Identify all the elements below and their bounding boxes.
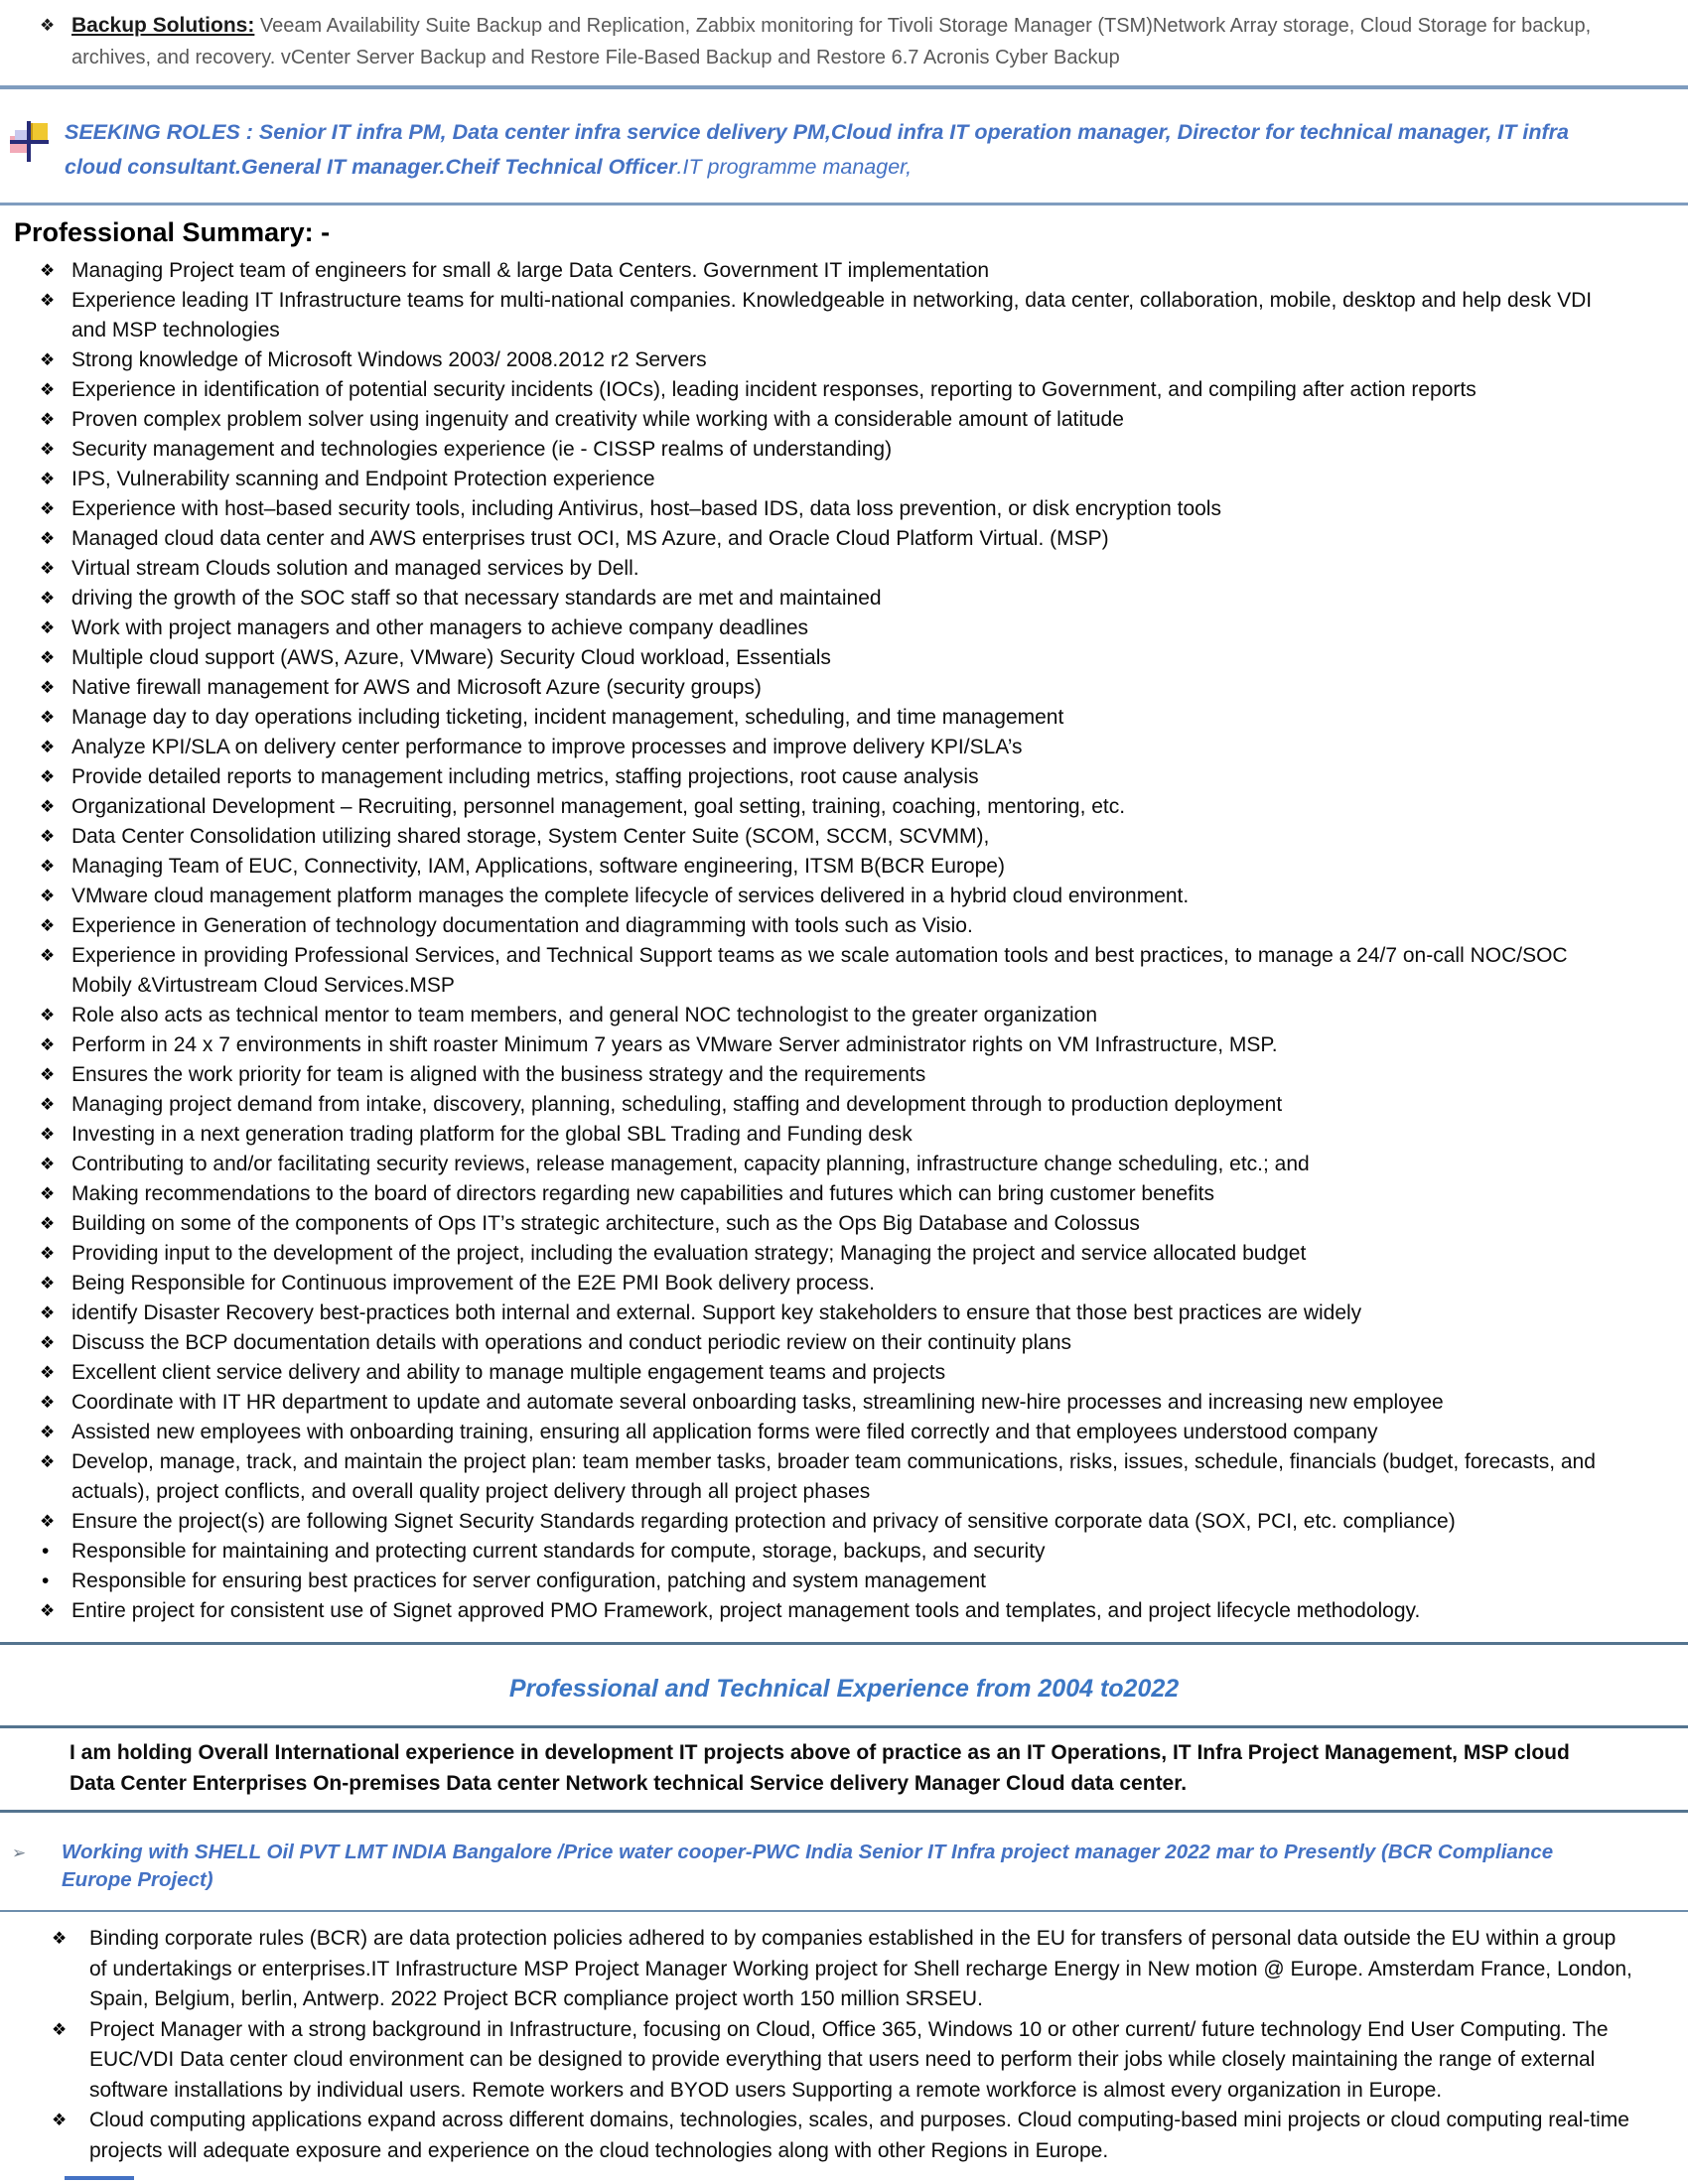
arrow-bullet-icon: ➢ bbox=[12, 1843, 27, 1862]
diamond-bullet-icon: ❖ bbox=[40, 16, 56, 35]
bullet-icon: ❖ bbox=[40, 350, 56, 369]
bullet-icon: ❖ bbox=[40, 529, 56, 548]
bullet-icon: ❖ bbox=[40, 1125, 56, 1144]
bullet-icon: ❖ bbox=[40, 1363, 56, 1382]
bullet-icon: ❖ bbox=[40, 470, 56, 488]
bullet-text: Role also acts as technical mentor to team members, and general NOC technologist to the greater organization bbox=[71, 1004, 1098, 1026]
bullet-text: Native firewall management for AWS and Microsoft Azure (security groups) bbox=[71, 676, 762, 699]
summary-bullet-item bbox=[0, 1358, 1628, 1388]
bullet-icon: ❖ bbox=[40, 1393, 56, 1412]
summary-bullet-item bbox=[0, 1120, 1628, 1150]
backup-solutions-label: Backup Solutions: bbox=[71, 14, 255, 37]
backup-solutions-item bbox=[40, 10, 1633, 73]
bullet-text: Entire project for consistent use of Signet approved PMO Framework, project management tools and templates, and project lifecycle methodology. bbox=[71, 1599, 1421, 1622]
bullet-icon: ❖ bbox=[40, 1303, 56, 1322]
bullet-icon: ❖ bbox=[40, 589, 56, 608]
bullet-text: Experience in providing Professional Services, and Technical Support teams as we scale automation tools and best practices, to manage a 24/7 on-call NOC/SOC Mobily &Virtustream Cloud Services.MSP bbox=[71, 944, 1568, 997]
summary-bullet-item bbox=[0, 1298, 1628, 1328]
bullet-text: identify Disaster Recovery best-practices both internal and external. Support key stakeholders to ensure that those best practices are widely bbox=[71, 1301, 1362, 1324]
bullet-icon: ❖ bbox=[40, 380, 56, 399]
bullet-icon: ❖ bbox=[40, 1512, 56, 1531]
summary-bullet-item bbox=[0, 1001, 1628, 1030]
seeking-roles-block bbox=[0, 115, 1618, 185]
bullet-text: Experience leading IT Infrastructure teams for multi-national companies. Knowledgeable in networking, data center, collaboration, mobile, desktop and help desk VDI and MSP technologies bbox=[71, 289, 1593, 341]
seeking-roles-icon bbox=[10, 121, 52, 163]
bullet-text: Binding corporate rules (BCR) are data protection policies adhered to by companies established in the EU for transfers of personal data outside the EU within a group of undertakings or enterprises.IT Infrastructure MSP Project Manager Working project for Shell recharge Energy in New motion @ Europe. Amsterdam France, London, Spain, Belgium, berlin, Antwerp. 2022 Project BCR compliance project worth 150 million SRSEU. bbox=[89, 1927, 1632, 2010]
bullet-text: Virtual stream Clouds solution and managed services by Dell. bbox=[71, 557, 639, 580]
bullet-text: Making recommendations to the board of directors regarding new capabilities and futures which can bring customer benefits bbox=[71, 1182, 1214, 1205]
bullet-icon: ❖ bbox=[40, 1065, 56, 1084]
summary-bullet-item bbox=[0, 1567, 1628, 1596]
bullet-icon: ❖ bbox=[40, 738, 56, 756]
bullet-text: Work with project managers and other managers to achieve company deadlines bbox=[71, 616, 809, 639]
summary-bullet-item bbox=[0, 762, 1628, 792]
bullet-icon: ❖ bbox=[40, 797, 56, 816]
experience-detail-list bbox=[0, 1924, 1633, 2166]
bullet-icon: ❖ bbox=[40, 1214, 56, 1233]
summary-bullet-item bbox=[0, 1239, 1628, 1269]
summary-bullet-item bbox=[0, 1179, 1628, 1209]
bullet-icon: ❖ bbox=[40, 1155, 56, 1173]
bullet-text: Responsible for ensuring best practices for server configuration, patching and system management bbox=[71, 1570, 986, 1592]
bullet-text: Discuss the BCP documentation details with operations and conduct periodic review on their continuity plans bbox=[71, 1331, 1072, 1354]
bullet-icon: ❖ bbox=[40, 291, 56, 310]
bullet-icon: ❖ bbox=[40, 916, 56, 935]
summary-bullet-item bbox=[0, 375, 1628, 405]
bullet-icon: ❖ bbox=[40, 440, 56, 459]
bullet-text: IPS, Vulnerability scanning and Endpoint Protection experience bbox=[71, 468, 655, 490]
summary-bullet-item bbox=[0, 1537, 1628, 1567]
current-role-text: Working with SHELL Oil PVT LMT INDIA Bangalore /Price water cooper-PWC India Senior IT Infra project manager 2022 mar to Presently (BCR Compliance Europe Project) bbox=[62, 1841, 1554, 1891]
summary-bullet-item bbox=[0, 1328, 1628, 1358]
bullet-text: Analyze KPI/SLA on delivery center performance to improve processes and improve delivery KPI/SLA’s bbox=[71, 736, 1023, 758]
summary-bullet-item bbox=[0, 1209, 1628, 1239]
summary-bullet-item bbox=[0, 554, 1628, 584]
horizontal-rule bbox=[0, 1910, 1688, 1912]
bullet-text: Perform in 24 x 7 environments in shift roaster Minimum 7 years as VMware Server administrator rights on VM Infrastructure, MSP. bbox=[71, 1033, 1278, 1056]
bullet-icon: ❖ bbox=[40, 648, 56, 667]
bullet-icon: ❖ bbox=[52, 2111, 68, 2129]
bullet-icon: ❖ bbox=[40, 1184, 56, 1203]
bullet-text: Coordinate with IT HR department to update and automate several onboarding tasks, streamlining new-hire processes and increasing new employee bbox=[71, 1391, 1444, 1414]
summary-bullet-item bbox=[0, 941, 1628, 1001]
bullet-icon: ❖ bbox=[40, 678, 56, 697]
bullet-text: Security management and technologies experience (ie - CISSP realms of understanding) bbox=[71, 438, 893, 461]
backup-solutions-text: Veeam Availability Suite Backup and Replication, Zabbix monitoring for Tivoli Storage Manager (TSM)Network Array storage, Cloud Storage for backup, archives, and recovery. vCenter Server Backup and Restore File-Based Backup and Restore 6.7 Acronis Cyber Backup bbox=[71, 15, 1592, 68]
bullet-icon: ❖ bbox=[40, 887, 56, 905]
bullet-text: Managing project demand from intake, discovery, planning, scheduling, staffing and development through to production deployment bbox=[71, 1093, 1283, 1116]
summary-bullet-item bbox=[0, 643, 1628, 673]
seeking-roles-regular-text: .IT programme manager, bbox=[676, 155, 913, 179]
bullet-icon: ❖ bbox=[40, 767, 56, 786]
bullet-icon: ❖ bbox=[40, 1423, 56, 1441]
bullet-text: Managed cloud data center and AWS enterprises trust OCI, MS Azure, and Oracle Cloud Platform Virtual. (MSP) bbox=[71, 527, 1109, 550]
bullet-text: Responsible for maintaining and protecting current standards for compute, storage, backups, and security bbox=[71, 1540, 1046, 1563]
summary-bullet-item bbox=[0, 703, 1628, 733]
bullet-text: Data Center Consolidation utilizing shared storage, System Center Suite (SCOM, SCCM, SCVMM), bbox=[71, 825, 990, 848]
bullet-icon: ❖ bbox=[40, 1244, 56, 1263]
summary-bullet-item bbox=[0, 524, 1628, 554]
summary-bullet-item bbox=[0, 1418, 1628, 1447]
partial-rule-fragment bbox=[65, 2176, 134, 2180]
bullet-icon: ❖ bbox=[40, 499, 56, 518]
horizontal-rule bbox=[0, 203, 1688, 205]
summary-bullet-item bbox=[0, 614, 1628, 643]
seeking-roles-bold-text: SEEKING ROLES : Senior IT infra PM, Data center infra service delivery PM,Cloud infra IT operation manager, Director for technical manager, IT infra cloud consultant.General IT manager.Cheif Technical Officer bbox=[65, 120, 1569, 179]
bullet-text: Ensure the project(s) are following Signet Security Standards regarding protection and privacy of sensitive corporate data (SOX, PCI, etc. compliance) bbox=[71, 1510, 1456, 1533]
horizontal-rule bbox=[0, 1642, 1688, 1645]
summary-bullet-item bbox=[0, 1596, 1628, 1626]
summary-bullet-item bbox=[0, 1030, 1628, 1060]
current-role-line bbox=[0, 1839, 1628, 1894]
summary-bullet-item bbox=[0, 435, 1628, 465]
bullet-icon: ❖ bbox=[40, 1601, 56, 1620]
summary-bullet-item bbox=[0, 1150, 1628, 1179]
summary-bullet-item bbox=[0, 465, 1628, 494]
bullet-text: Proven complex problem solver using ingenuity and creativity while working with a considerable amount of latitude bbox=[71, 408, 1124, 431]
bullet-icon: ❖ bbox=[40, 1095, 56, 1114]
experience-bullet-item bbox=[0, 2015, 1633, 2107]
summary-bullet-item bbox=[0, 1269, 1628, 1298]
summary-bullet-item bbox=[0, 405, 1628, 435]
bullet-text: Strong knowledge of Microsoft Windows 2003/ 2008.2012 r2 Servers bbox=[71, 348, 707, 371]
bullet-text: Multiple cloud support (AWS, Azure, VMware) Security Cloud workload, Essentials bbox=[71, 646, 831, 669]
experience-intro-paragraph: I am holding Overall International experience in development IT projects above of practice as an IT Operations, IT Infra Project Management, MSP cloud Data Center Enterprises On-premises Data center Network technical Service delivery Manager Cloud data center. bbox=[0, 1725, 1688, 1813]
summary-bullet-item bbox=[0, 733, 1628, 762]
experience-bullet-item bbox=[0, 2106, 1633, 2166]
bullet-icon: ❖ bbox=[40, 1006, 56, 1024]
bullet-icon: ❖ bbox=[40, 618, 56, 637]
summary-bullet-item bbox=[0, 1090, 1628, 1120]
bullet-text: Excellent client service delivery and ability to manage multiple engagement teams and projects bbox=[71, 1361, 946, 1384]
summary-bullet-item bbox=[0, 911, 1628, 941]
summary-bullet-item bbox=[0, 1507, 1628, 1537]
bullet-icon: ❖ bbox=[40, 559, 56, 578]
summary-bullet-item bbox=[0, 256, 1628, 286]
bullet-text: Managing Team of EUC, Connectivity, IAM, Applications, software engineering, ITSM B(BCR Europe) bbox=[71, 855, 1005, 878]
bullet-icon: ❖ bbox=[40, 708, 56, 727]
summary-bullet-item bbox=[0, 1060, 1628, 1090]
bullet-text: Manage day to day operations including ticketing, incident management, scheduling, and time management bbox=[71, 706, 1064, 729]
summary-bullet-item bbox=[0, 1388, 1628, 1418]
bullet-text: Investing in a next generation trading platform for the global SBL Trading and Funding desk bbox=[71, 1123, 913, 1146]
professional-summary-heading: Professional Summary: - bbox=[14, 217, 331, 247]
bullet-text: VMware cloud management platform manages the complete lifecycle of services delivered in a hybrid cloud environment. bbox=[71, 885, 1190, 907]
bullet-text: Project Manager with a strong background in Infrastructure, focusing on Cloud, Office 365, Windows 10 or other current/ future technology End User Computing. The EUC/VDI Data center cloud environment can be designed to provide everything that users need to perform their jobs while closely maintaining the range of external software installations by individual users. Remote workers and BYOD users Supporting a remote workforce is almost every organization in Europe. bbox=[89, 2017, 1609, 2102]
bullet-text: Develop, manage, track, and maintain the project plan: team member tasks, broader team communications, risks, issues, schedule, financials (budget, forecasts, and actuals), project conflicts, and overall quality project delivery through all project phases bbox=[71, 1450, 1596, 1503]
summary-bullet-item bbox=[0, 673, 1628, 703]
bullet-text: Managing Project team of engineers for small & large Data Centers. Government IT implementation bbox=[71, 259, 990, 282]
bullet-text: Provide detailed reports to management including metrics, staffing projections, root cause analysis bbox=[71, 765, 979, 788]
bullet-icon: ❖ bbox=[40, 857, 56, 876]
summary-bullet-item bbox=[0, 584, 1628, 614]
bullet-icon: ❖ bbox=[40, 1333, 56, 1352]
summary-bullet-item bbox=[0, 822, 1628, 852]
bullet-text: Ensures the work priority for team is aligned with the business strategy and the requirements bbox=[71, 1063, 926, 1086]
summary-bullet-item bbox=[0, 882, 1628, 911]
bullet-text: Cloud computing applications expand across different domains, technologies, scales, and purposes. Cloud computing-based mini projects or cloud computing real-time projects will adequate exposure and experience on the cloud technologies along with other Regions in Europe. bbox=[89, 2109, 1629, 2162]
bullet-text: Providing input to the development of the project, including the evaluation strategy; Managing the project and service allocated budget bbox=[71, 1242, 1307, 1265]
bullet-text: Experience in identification of potential security incidents (IOCs), leading incident responses, reporting to Government, and compiling after action reports bbox=[71, 378, 1477, 401]
bullet-icon: ❖ bbox=[40, 410, 56, 429]
bullet-icon: ❖ bbox=[40, 827, 56, 846]
professional-summary-list bbox=[0, 256, 1628, 1626]
bullet-icon: ❖ bbox=[52, 1929, 68, 1948]
bullet-icon: ❖ bbox=[40, 946, 56, 965]
experience-bullet-item bbox=[0, 1924, 1633, 2015]
bullet-text: Experience in Generation of technology documentation and diagramming with tools such as Visio. bbox=[71, 914, 973, 937]
bullet-text: Contributing to and/or facilitating security reviews, release management, capacity planning, infrastructure change scheduling, etc.; and bbox=[71, 1153, 1310, 1175]
bullet-text: Organizational Development – Recruiting, personnel management, goal setting, training, coaching, mentoring, etc. bbox=[71, 795, 1126, 818]
summary-bullet-item bbox=[0, 852, 1628, 882]
bullet-icon: ❖ bbox=[40, 1452, 56, 1471]
summary-bullet-item bbox=[0, 286, 1628, 345]
bullet-icon: ❖ bbox=[40, 1274, 56, 1293]
bullet-text: Being Responsible for Continuous improvement of the E2E PMI Book delivery process. bbox=[71, 1272, 875, 1295]
summary-bullet-item bbox=[0, 494, 1628, 524]
summary-bullet-item bbox=[0, 1447, 1628, 1507]
horizontal-rule bbox=[0, 85, 1688, 89]
bullet-text: Assisted new employees with onboarding training, ensuring all application forms were filed correctly and that employees understood company bbox=[71, 1421, 1378, 1443]
bullet-icon: ❖ bbox=[40, 261, 56, 280]
experience-section-heading: Professional and Technical Experience from 2004 to2022 bbox=[508, 1675, 1180, 1703]
bullet-icon: • bbox=[42, 1570, 50, 1592]
bullet-icon: • bbox=[42, 1540, 50, 1563]
bullet-text: Experience with host–based security tools, including Antivirus, host–based IDS, data loss prevention, or disk encryption tools bbox=[71, 497, 1221, 520]
bullet-text: driving the growth of the SOC staff so that necessary standards are met and maintained bbox=[71, 587, 882, 610]
bullet-icon: ❖ bbox=[52, 2019, 68, 2039]
bullet-icon: ❖ bbox=[40, 1035, 56, 1054]
summary-bullet-item bbox=[0, 345, 1628, 375]
bullet-text: Building on some of the components of Ops IT’s strategic architecture, such as the Ops Big Database and Colossus bbox=[71, 1212, 1140, 1235]
summary-bullet-item bbox=[0, 792, 1628, 822]
